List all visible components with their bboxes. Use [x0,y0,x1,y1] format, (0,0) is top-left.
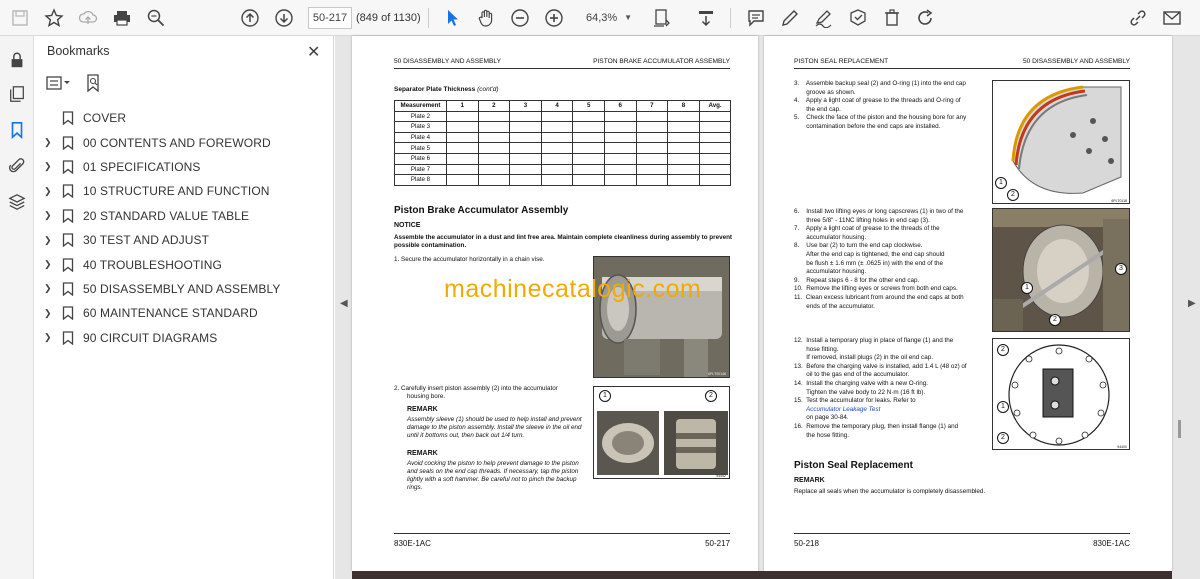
chevron-right-icon[interactable]: ❯ [44,307,52,318]
watermark-text: machinecatalogic.com [444,275,702,303]
instruction-line: 8. Use bar (2) to turn the end cap clockwise. [794,242,923,250]
chevron-right-icon[interactable]: ❯ [44,137,52,148]
bookmark-item[interactable] [34,252,334,276]
flange-diagram [992,338,1130,450]
left-tool-rail [0,36,34,579]
table-cell [510,175,542,186]
table-cell [636,153,668,164]
next-page-icon[interactable] [272,6,296,30]
row-label-cell: Plate 8 [395,175,447,186]
table-cell [573,143,605,154]
table-cell [604,122,636,133]
table-cell [636,143,668,154]
table-cell [699,143,731,154]
callout-1: 1 [1021,282,1033,294]
table-cell [478,143,510,154]
table-cell [604,153,636,164]
step-1: 1. Secure the accumulator horizontally in a chain vise. [394,256,545,263]
table-cell [541,153,573,164]
footer-rule [794,533,1130,534]
table-cell [573,132,605,143]
table-cell [699,132,731,143]
bookmark-label: 00 CONTENTS AND FOREWORD [83,135,271,150]
table-cell [573,175,605,186]
table-header-cell: 5 [573,101,605,112]
bookmark-item[interactable] [34,277,334,301]
separator-plate-table [394,100,731,186]
table-cell [478,122,510,133]
pages-thumbnails-icon[interactable] [5,82,29,106]
photo-code: 94402 [716,474,726,478]
table-cell [699,122,731,133]
table-cell [573,153,605,164]
header-rule [794,68,1130,69]
bookmark-star-icon[interactable] [42,6,66,30]
email-icon[interactable] [1160,6,1184,30]
table-cell [447,122,479,133]
callout-2: 2 [1007,189,1019,201]
bookmark-label: 60 MAINTENANCE STANDARD [83,306,258,321]
callout-2: 2 [997,432,1009,444]
bookmark-icon [62,258,74,272]
layers-icon[interactable] [5,190,29,214]
steps-3-5 [794,80,966,132]
table-cell [699,111,731,122]
page-header-right: PISTON BRAKE ACCUMULATOR ASSEMBLY [593,58,730,65]
find-bookmark-icon[interactable] [86,74,102,97]
instruction-line: 5. Check the face of the piston and the housing bore for any [794,114,967,122]
table-cell [510,122,542,133]
page-footer-left: 50-218 [794,539,819,548]
instruction-line: 15. Test the accumulator for leaks. Refer to [794,397,916,405]
instruction-line: After the end cap is tightened, the end cap should [794,250,945,258]
sign-icon[interactable] [812,6,836,30]
table-header-cell: 4 [541,101,573,112]
step-2-line-1: 2. Carefully insert piston assembly (2) into the accumulator [394,385,558,392]
chevron-down-icon: ▼ [624,13,632,22]
bookmark-icon [62,233,74,247]
select-cursor-icon[interactable] [440,6,464,30]
page-footer-right: 50-217 [705,539,730,548]
table-cell [668,111,700,122]
row-label-cell: Plate 2 [395,111,447,122]
table-row [395,164,731,175]
section-title: Piston Brake Accumulator Assembly [394,205,569,216]
vertical-scrollbar-thumb[interactable] [1178,420,1181,438]
table-cell [699,153,731,164]
bookmark-item[interactable] [34,204,334,228]
table-cell [604,175,636,186]
instruction-line: 12. Install a temporary plug in place of flange (1) and the [794,337,954,344]
bookmark-icon [62,209,74,223]
instruction-line: 9. Repeat steps 6 - 8 for the other end cap. [794,276,920,284]
instruction-line: accumulator housing. [794,268,867,276]
instruction-line: hose fitting. [794,345,839,353]
table-cell [573,122,605,133]
leakage-test-link[interactable]: Accumulator Leakage Test [794,405,881,413]
bookmarks-panel [34,36,334,579]
table-caption: Separator Plate Thickness (cont'd) [394,86,499,93]
table-cell [699,175,731,186]
row-label-cell: Plate 4 [395,132,447,143]
notice-label: NOTICE [394,222,421,229]
photo-code: 94400 [1117,445,1127,449]
close-icon[interactable]: ✕ [307,44,321,61]
table-cell [668,164,700,175]
upload-icon[interactable] [76,6,100,30]
table-cell [510,143,542,154]
table-cell [636,175,668,186]
photo-code: 6PLT00146 [708,372,726,376]
remark-text: Replace all seals when the accumulator is completely disassembled. [794,488,986,495]
steps-12-16 [794,337,967,440]
table-cell [636,164,668,175]
table-cell [478,175,510,186]
table-cell [604,132,636,143]
bookmark-item[interactable] [34,301,334,325]
page-header-left: PISTON SEAL REPLACEMENT [794,58,889,65]
bookmark-item[interactable] [34,155,334,179]
pdf-page-right [764,36,1172,571]
callout-3: 3 [1115,263,1127,275]
table-cell [447,132,479,143]
row-label-cell: Plate 7 [395,164,447,175]
table-cell [573,111,605,122]
top-toolbar [0,0,1200,36]
bookmark-label: COVER [83,111,127,126]
bookmark-icon [62,306,74,320]
header-rule [394,68,730,69]
bookmark-icon [62,160,74,174]
table-cell [478,111,510,122]
bookmark-label: 10 STRUCTURE AND FUNCTION [83,184,270,199]
instruction-line: three 5/8" - 11NC lifting holes in end cap (3). [794,216,930,224]
callout-1: 1 [599,390,611,402]
instruction-line: the hose fitting. [794,431,849,439]
table-cell [541,143,573,154]
table-cell [668,175,700,186]
bookmark-label: 20 STANDARD VALUE TABLE [83,208,250,223]
chevron-right-icon[interactable]: ❯ [44,161,52,172]
table-cell [541,175,573,186]
table-cell [636,122,668,133]
save-icon[interactable] [8,6,32,30]
lock-icon[interactable] [5,48,29,72]
table-cell [573,164,605,175]
redo-icon[interactable] [914,6,938,30]
table-cell [510,164,542,175]
link-icon[interactable] [1126,6,1150,30]
table-cell [478,132,510,143]
instruction-line: ends of the accumulator. [794,302,875,310]
table-cell [510,132,542,143]
table-cell [541,164,573,175]
table-header-cell: 7 [636,101,668,112]
table-cell [541,132,573,143]
row-label-cell: Plate 5 [395,143,447,154]
table-row [395,143,731,154]
section-title: Piston Seal Replacement [794,460,913,471]
instruction-line: 14. Install the charging valve with a new O-ring. [794,379,929,387]
table-header-cell: Avg. [699,101,731,112]
table-cell [699,164,731,175]
table-cell [604,111,636,122]
hand-icon[interactable] [474,6,498,30]
bookmark-label: 30 TEST AND ADJUST [83,233,210,248]
bookmark-icon [62,136,74,150]
callout-1: 1 [997,401,1009,413]
instruction-line: 10. Remove the lifting eyes or screws from both end caps. [794,285,958,293]
photo-code: 6PLT0118 [1111,199,1127,203]
attachment-icon[interactable] [5,154,29,178]
table-row [395,132,731,143]
table-cell [447,143,479,154]
steps-6-11 [794,208,964,311]
table-header-row [395,101,731,112]
toolbar-divider [730,8,731,28]
row-label-cell: Plate 6 [395,153,447,164]
callout-2: 2 [705,390,717,402]
bookmark-icon [62,282,74,296]
bookmark-item[interactable] [34,130,334,154]
row-label-cell: Plate 3 [395,122,447,133]
collapse-left-icon[interactable]: ◀ [340,298,348,309]
chevron-right-icon[interactable]: ❯ [44,234,52,245]
table-cell [478,153,510,164]
bookmark-icon [62,111,74,125]
table-cell [447,175,479,186]
table-cell [447,164,479,175]
instruction-line: 3. Assemble backup seal (2) and O-ring (1) into the end cap [794,80,966,87]
page-count-label: (849 of 1130) [356,12,421,24]
bookmark-label: 40 TROUBLESHOOTING [83,257,222,272]
table-header-cell: 8 [668,101,700,112]
print-icon[interactable] [110,6,134,30]
table-cell [541,122,573,133]
comment-icon[interactable] [744,6,768,30]
pen-icon[interactable] [778,6,802,30]
instruction-line: the end cap. [794,105,841,113]
bookmarks-panel-icon[interactable] [5,118,29,142]
instruction-line: oil to the gas end of the accumulator. [794,371,910,379]
chevron-right-icon[interactable]: ❯ [44,259,52,270]
page-header-right: 50 DISASSEMBLY AND ASSEMBLY [1022,58,1130,65]
remark-1-label: REMARK [407,406,438,413]
chevron-right-icon[interactable]: ❯ [44,185,52,196]
table-row [395,111,731,122]
instruction-line: be flush ± 1.6 mm (± .0625 in) with the end of the [794,259,944,267]
notice-text: Assemble the accumulator in a dust and lint free area. Maintain complete cleanliness during assembly to prevent possible contamination. [394,234,733,249]
bookmark-icon [62,331,74,345]
remark-label: REMARK [794,477,825,484]
end-cap-photo [992,80,1130,204]
callout-2: 2 [997,344,1009,356]
callout-2: 2 [1049,314,1061,326]
table-cell [636,132,668,143]
instruction-line: 7. Apply a light coat of grease to the threads of the [794,225,940,233]
table-cell [668,143,700,154]
table-cell [636,111,668,122]
bookmark-label: 50 DISASSEMBLY AND ASSEMBLY [83,281,281,296]
chevron-right-icon[interactable]: ❯ [44,210,52,221]
bookmark-icon [62,184,74,198]
step-2-line-2: housing bore. [407,393,446,400]
trash-icon[interactable] [880,6,904,30]
instruction-line: 11. Clean excess lubricant from around the end caps at both [794,293,964,301]
instruction-line: 4. Apply a light coat of grease to the threads and O-ring of [794,97,961,105]
table-cell [447,111,479,122]
bookmark-item[interactable] [34,106,334,130]
zoom-value: 64,3% [586,12,618,24]
bookmark-item[interactable] [34,326,334,350]
table-row [395,153,731,164]
table-header-cell: 2 [478,101,510,112]
page-bottom-strip [352,571,1172,579]
table-header-cell: 1 [447,101,479,112]
table-cell [668,122,700,133]
page-footer-right: 830E-1AC [1093,539,1130,548]
callout-1: 1 [995,177,1007,189]
table-cell [447,153,479,164]
table-cell [541,111,573,122]
table-cell [510,153,542,164]
instruction-line: Tighten the valve body to 22 N·m (16 ft lb). [794,388,926,396]
table-cell [604,164,636,175]
page-footer-left: 830E-1AC [394,539,431,548]
bookmark-item[interactable] [34,228,334,252]
remark-1-text: Assembly sleeve (1) should be used to help install and prevent damage to the piston assembly. Install the sleeve in the oil end until it bottoms out, then back out 1/4 turn. [407,416,582,439]
zoom-search-icon[interactable] [144,6,168,30]
table-header-cell: Measurement [395,101,447,112]
chevron-right-icon[interactable]: ❯ [44,283,52,294]
page-header-left: 50 DISASSEMBLY AND ASSEMBLY [394,58,502,65]
collapse-right-icon[interactable]: ▶ [1188,298,1196,309]
toolbar-divider [428,8,429,28]
stamp-icon[interactable] [846,6,870,30]
piston-sleeve-photo [593,386,730,479]
bookmarks-panel-title: Bookmarks [47,44,110,58]
footer-rule [394,533,730,534]
table-cell [668,153,700,164]
table-header-cell: 6 [604,101,636,112]
bookmarks-toolbar [46,74,102,96]
table-row [395,175,731,186]
bookmark-label: 01 SPECIFICATIONS [83,159,201,174]
bookmark-list [34,106,334,350]
page-fit-icon[interactable] [650,6,674,30]
instruction-line: accumulator housing. [794,233,867,241]
table-header-cell: 3 [510,101,542,112]
instruction-line: groove as shown. [794,88,856,96]
zoom-in-icon[interactable] [542,6,566,30]
instruction-line: 13. Before the charging valve is installed, add 1.4 L (48 oz) of [794,362,967,370]
bookmark-label: 90 CIRCUIT DIAGRAMS [83,330,218,345]
table-cell [510,111,542,122]
chevron-right-icon[interactable]: ❯ [44,332,52,343]
remark-2-label: REMARK [407,450,438,457]
instruction-line: on page 30-84. [794,414,849,422]
bookmark-item[interactable] [34,179,334,203]
table-cell [668,132,700,143]
scroll-mode-icon[interactable] [694,6,718,30]
prev-page-icon[interactable] [238,6,262,30]
bookmark-options-icon[interactable] [46,75,72,96]
table-cell [478,164,510,175]
instruction-line: If removed, install plugs (2) in the oil end cap. [794,354,933,362]
zoom-level-select[interactable] [580,7,636,29]
remark-2-text: Avoid cocking the piston to help prevent damage to the piston and seals on the end cap threads. If necessary, tap the piston lightly with a soft hammer. Be careful not to pinch the backup rings. [407,460,579,491]
lifting-eyes-photo [992,208,1130,332]
instruction-line: 16. Remove the temporary plug, then install flange (1) and [794,422,959,430]
table-row [395,122,731,133]
instruction-line: 6. Install two lifting eyes or long capscrews (1) in two of the [794,208,964,215]
page-number-input[interactable]: 50-217 [308,7,352,29]
zoom-out-icon[interactable] [508,6,532,30]
table-cell [604,143,636,154]
instruction-line: contamination before the end caps are installed. [794,122,941,130]
